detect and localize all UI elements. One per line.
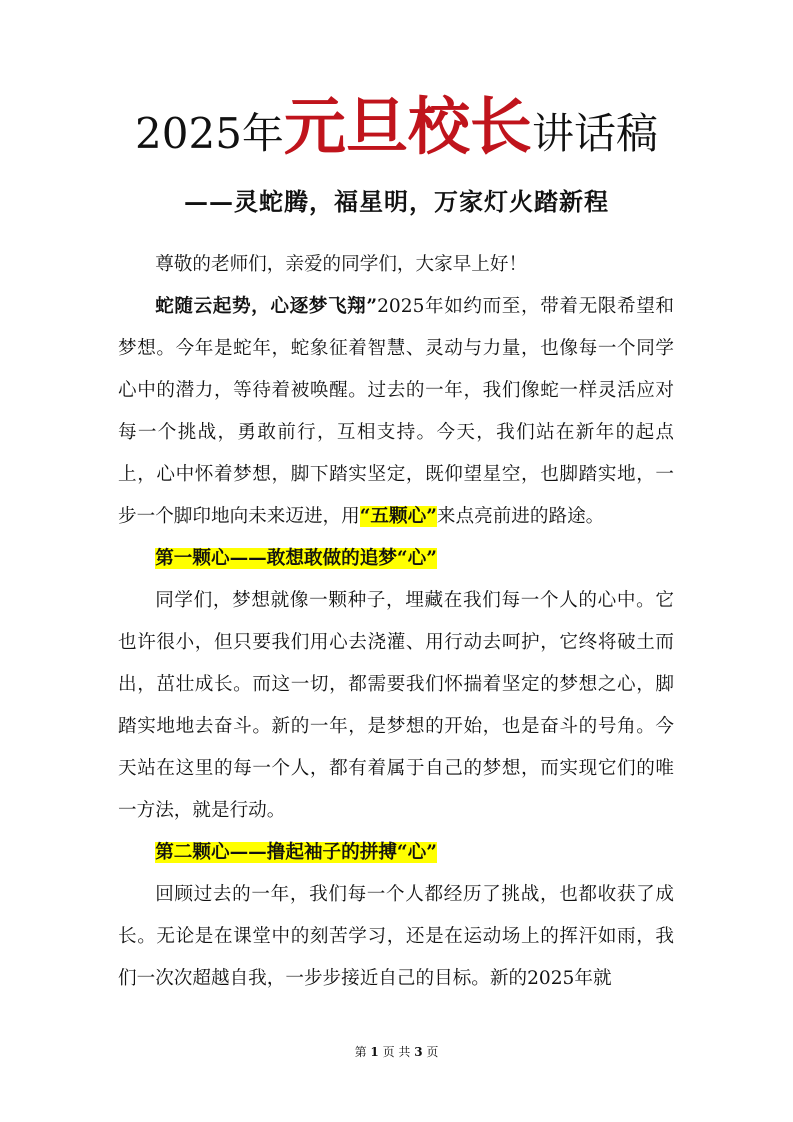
intro-text: 2025年如约而至，带着无限希望和梦想。今年是蛇年，蛇象征着智慧、灵动与力量，也像每一个同学心中的潜力，等待着被唤醒。过去的一年，我们像蛇一样灵活应对每一个挑战，勇敢前行，互相支持。今天，我们站在新年的起点上，心中怀着梦想，脚下踏实坚定，既仰望星空，也脚踏实地，一步一个脚印地向未来迈进，用 (118, 296, 674, 527)
document-title (0, 90, 793, 163)
title-highlight: 元旦校长 (283, 90, 532, 163)
footer-suffix: 页 (422, 1045, 439, 1059)
footer-middle: 页 共 (378, 1045, 415, 1059)
intro-paragraph (118, 286, 674, 538)
footer-prefix: 第 (354, 1045, 371, 1059)
section-heading-2-text: 第二颗心——撸起袖子的拼搏“心” (155, 842, 437, 863)
page-footer (0, 1043, 793, 1060)
section-heading-1-text: 第一颗心——敢想敢做的追梦“心” (155, 548, 437, 569)
document-subtitle: ——灵蛇腾，福星明，万家灯火踏新程 (184, 187, 609, 216)
intro-tail: 来点亮前进的路途。 (436, 506, 605, 527)
intro-lead: 蛇随云起势，心逐梦飞翔” (155, 296, 378, 317)
section-heading-2 (118, 832, 674, 874)
footer-page-number: 1 (370, 1045, 379, 1059)
title-suffix: 讲话稿 (531, 109, 658, 158)
section-2-paragraph: 回顾过去的一年，我们每一个人都经历了挑战，也都收获了成长。无论是在课堂中的刻苦学习，还是在运动场上的挥汗如雨，我们一次次超越自我，一步步接近自己的目标。新的2025年就 (118, 884, 674, 989)
five-hearts-highlight: “五颗心” (359, 506, 437, 527)
section-1-paragraph: 同学们，梦想就像一颗种子，埋藏在我们每一个人的心中。它也许很小，但只要我们用心去浇灌、用行动去呵护，它终将破土而出，茁壮成长。而这一切，都需要我们怀揣着坚定的梦想之心，脚踏实地地去奋斗。新的一年，是梦想的开始，也是奋斗的号角。今天站在这里的每一个人，都有着属于自己的梦想，而实现它们的唯一方法，就是行动。 (118, 590, 674, 821)
section-heading-1 (118, 538, 674, 580)
document-body (118, 244, 674, 1000)
title-prefix: 2025年 (135, 109, 284, 158)
greeting-paragraph: 尊敬的老师们，亲爱的同学们，大家早上好！ (155, 254, 528, 275)
footer-total-pages: 3 (414, 1045, 423, 1059)
